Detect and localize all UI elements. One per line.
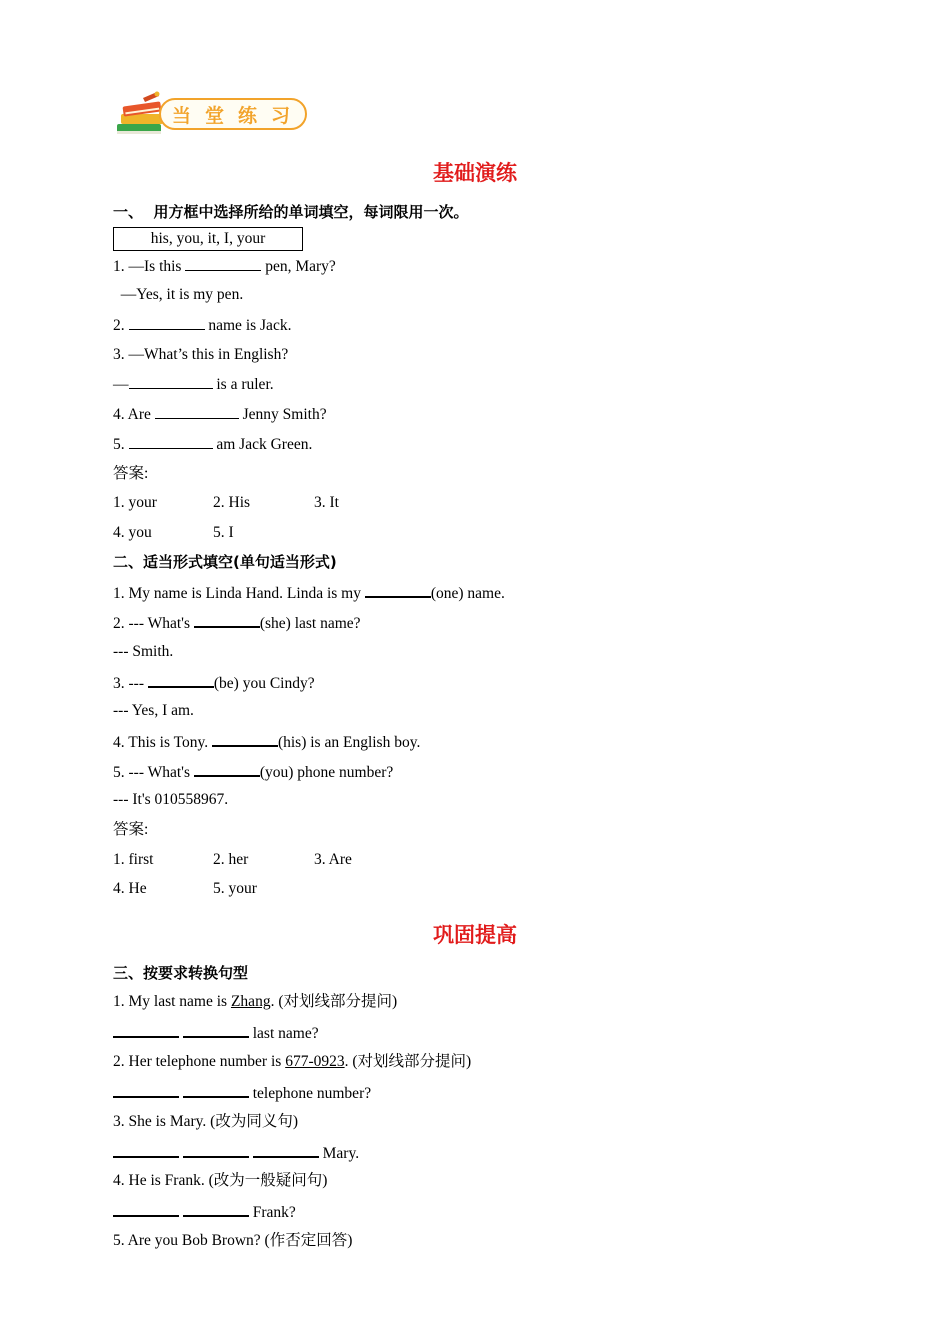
banner-title: 当堂练习 [171, 104, 304, 127]
part2-answer-label: 答案: [113, 821, 149, 838]
part3-heading: 三、按要求转换句型 [113, 964, 249, 982]
part3-q1: 1. My last name is Zhang. (对划线部分提问) [113, 993, 398, 1010]
section-title-advanced: 巩固提高 [433, 923, 517, 947]
part3-q2-answer: telephone number? [113, 1082, 371, 1104]
part3-q4: 4. He is Frank. (改为一般疑问句) [113, 1172, 328, 1189]
section-title-basic: 基础演练 [433, 161, 517, 185]
part1-answer: 3. It [314, 494, 339, 511]
banner-box [159, 98, 307, 130]
exercise-banner [113, 90, 313, 142]
part3-q1-answer: last name? [113, 1022, 319, 1044]
part1-answer-label: 答案: [113, 465, 149, 482]
part1-answer: 1. your [113, 494, 157, 511]
part1-q5: 5. am Jack Green. [113, 436, 313, 453]
part3-q3: 3. She is Mary. (改为同义句) [113, 1113, 298, 1130]
part3-q2: 2. Her telephone number is 677-0923. (对划线部分提问) [113, 1053, 472, 1070]
part2-heading: 二、适当形式填空(单句适当形式) [113, 553, 337, 571]
part2-q3b: --- Yes, I am. [113, 702, 194, 719]
part1-q1b: —Yes, it is my pen. [113, 286, 244, 303]
part2-answer: 5. your [213, 880, 257, 897]
word-box: his, you, it, I, your [113, 227, 303, 251]
part3-q4-answer: Frank? [113, 1201, 296, 1223]
part1-q2: 2. name is Jack. [113, 317, 292, 334]
part2-q3: 3. --- (be) you Cindy? [113, 672, 315, 694]
part1-answer: 2. His [213, 494, 251, 511]
part1-q4: 4. Are Jenny Smith? [113, 406, 327, 423]
part1-heading: 一、 用方框中选择所给的单词填空，每词限用一次。 [113, 203, 469, 221]
part2-q4: 4. This is Tony. (his) is an English boy. [113, 731, 420, 753]
part2-answer: 2. her [213, 851, 249, 868]
part2-q1: 1. My name is Linda Hand. Linda is my (one) name. [113, 582, 505, 604]
part3-q5: 5. Are you Bob Brown? (作否定回答) [113, 1232, 353, 1249]
part2-q5: 5. --- What's (you) phone number? [113, 761, 393, 783]
part1-answer: 5. I [213, 524, 234, 541]
part1-q3a: 3. —What’s this in English? [113, 346, 289, 363]
part2-q5b: --- It's 010558967. [113, 791, 229, 808]
part1-answer: 4. you [113, 524, 152, 541]
part2-answer: 1. first [113, 851, 154, 868]
part2-answer: 3. Are [314, 851, 352, 868]
part2-answer: 4. He [113, 880, 147, 897]
part2-q2b: --- Smith. [113, 643, 174, 660]
part2-q2: 2. --- What's (she) last name? [113, 612, 361, 634]
part3-q3-answer: Mary. [113, 1142, 359, 1164]
part1-q1a: 1. —Is this pen, Mary? [113, 258, 336, 275]
part1-q3b: — is a ruler. [113, 376, 274, 393]
